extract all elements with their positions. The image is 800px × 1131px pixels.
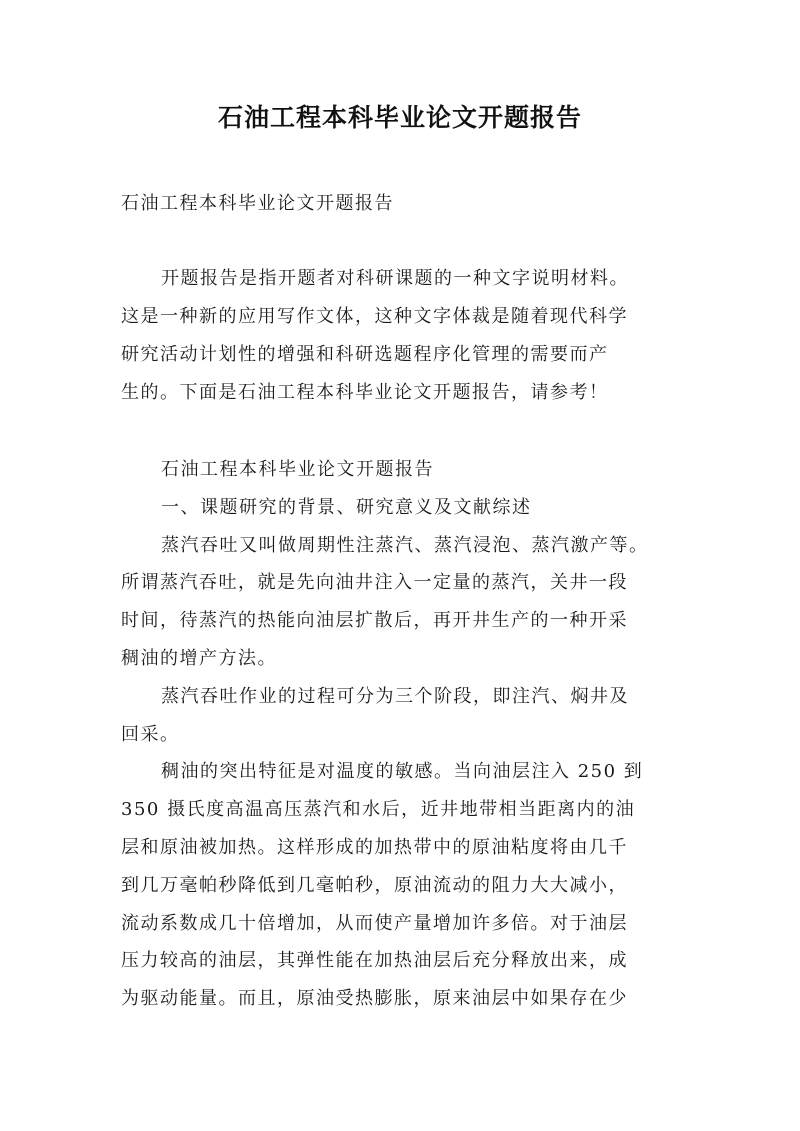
paragraph-line: 蒸汽吞吐作业的过程可分为三个阶段，即注汽、焖井及 xyxy=(161,685,629,707)
paragraph-line: 流动系数成几十倍增加，从而使产量增加许多倍。对于油层 xyxy=(121,912,628,934)
paragraph-line: 到几万毫帕秒降低到几毫帕秒，原油流动的阻力大大减小， xyxy=(121,874,628,896)
intro-paragraph xyxy=(121,260,681,412)
section-subheading: 一、课题研究的背景、研究意义及文献综述 xyxy=(161,496,532,518)
paragraph-line: 稠油的突出特征是对温度的敏感。当向油层注入 250 到 xyxy=(161,761,644,783)
paragraph-line: 所谓蒸汽吞吐，就是先向油井注入一定量的蒸汽，关井一段 xyxy=(121,572,628,594)
intro-line: 开题报告是指开题者对科研课题的一种文字说明材料。 xyxy=(161,268,629,289)
document-subtitle: 石油工程本科毕业论文开题报告 xyxy=(121,193,394,214)
section-heading: 石油工程本科毕业论文开题报告 xyxy=(161,459,434,480)
intro-line: 研究活动计划性的增强和科研选题程序化管理的需要而产 xyxy=(121,344,609,365)
paragraph-line: 稠油的增产方法。 xyxy=(121,647,277,669)
paragraph-line: 时间，待蒸汽的热能向油层扩散后，再开井生产的一种开采 xyxy=(121,610,628,632)
document-title: 石油工程本科毕业论文开题报告 xyxy=(217,103,582,132)
intro-line: 这是一种新的应用写作文体，这种文字体裁是随着现代科学 xyxy=(121,306,628,327)
intro-line: 生的。下面是石油工程本科毕业论文开题报告，请参考！ xyxy=(121,382,609,403)
paragraph-line: 蒸汽吞吐又叫做周期性注蒸汽、蒸汽浸泡、蒸汽激产等。 xyxy=(161,534,649,556)
paragraph-line: 回采。 xyxy=(121,723,180,745)
report-section xyxy=(121,451,681,1018)
paragraph-line: 层和原油被加热。这样形成的加热带中的原油粘度将由几千 xyxy=(121,836,628,858)
paragraph-line: 为驱动能量。而且，原油受热膨胀，原来油层中如果存在少 xyxy=(121,988,628,1010)
paragraph-line: 350 摄氏度高温高压蒸汽和水后，近井地带相当距离内的油 xyxy=(121,799,636,821)
paragraph-line: 压力较高的油层，其弹性能在加热油层后充分释放出来，成 xyxy=(121,950,628,972)
